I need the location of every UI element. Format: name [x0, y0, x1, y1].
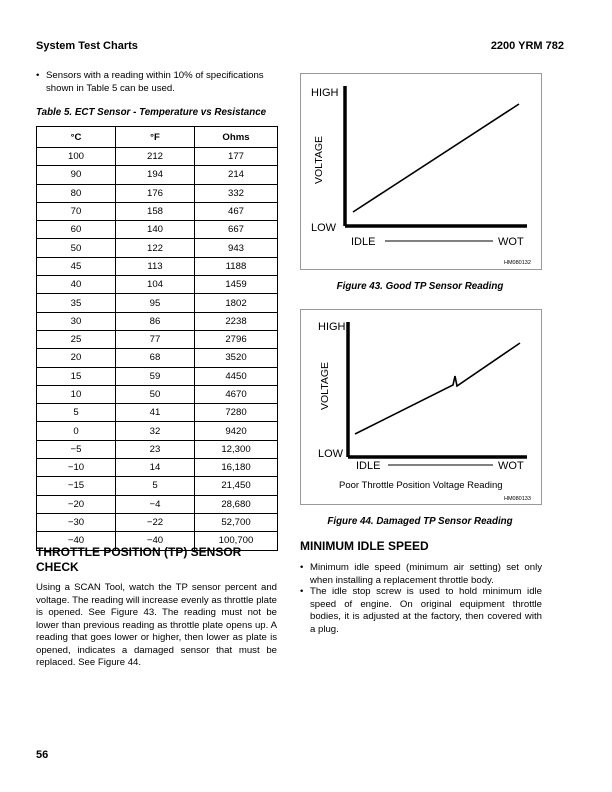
- low-label: LOW: [318, 448, 344, 460]
- wot-label: WOT: [498, 460, 524, 472]
- table-row: [37, 495, 278, 513]
- table-row: [37, 148, 278, 166]
- cell-fahrenheit: 95: [116, 294, 195, 312]
- cell-celsius: −30: [37, 513, 116, 531]
- bullet-dot: •: [300, 586, 304, 597]
- cell-celsius: 60: [37, 221, 116, 239]
- cell-fahrenheit: 158: [116, 202, 195, 220]
- voltage-label: VOLTAGE: [319, 361, 331, 410]
- cell-celsius: −20: [37, 495, 116, 513]
- high-label: HIGH: [318, 321, 346, 333]
- cell-celsius: −5: [37, 440, 116, 458]
- table-row: [37, 422, 278, 440]
- cell-fahrenheit: 14: [116, 459, 195, 477]
- low-label: LOW: [311, 222, 337, 234]
- cell-ohms: 4450: [195, 367, 278, 385]
- cell-fahrenheit: 176: [116, 184, 195, 202]
- bullet-dot: •: [300, 562, 304, 573]
- cell-ohms: 1459: [195, 276, 278, 294]
- cell-fahrenheit: 41: [116, 404, 195, 422]
- table-row: [37, 477, 278, 495]
- cell-celsius: 70: [37, 202, 116, 220]
- cell-fahrenheit: −40: [116, 532, 195, 550]
- cell-celsius: 80: [37, 184, 116, 202]
- cell-celsius: 0: [37, 422, 116, 440]
- table-header-row: [37, 127, 278, 148]
- cell-ohms: 1188: [195, 257, 278, 275]
- cell-ohms: 467: [195, 202, 278, 220]
- cell-celsius: 90: [37, 166, 116, 184]
- cell-ohms: 177: [195, 148, 278, 166]
- intro-bullet-text: Sensors with a reading within 10% of specifications shown in Table 5 can be used.: [46, 70, 264, 94]
- voltage-line-with-dropout: [355, 343, 520, 434]
- idle-label: IDLE: [356, 460, 381, 472]
- cell-fahrenheit: 59: [116, 367, 195, 385]
- cell-ohms: 28,680: [195, 495, 278, 513]
- cell-ohms: 21,450: [195, 477, 278, 495]
- cell-celsius: 15: [37, 367, 116, 385]
- cell-ohms: 332: [195, 184, 278, 202]
- figure-code: HM080133: [504, 496, 531, 502]
- table-row: [37, 294, 278, 312]
- cell-fahrenheit: 77: [116, 330, 195, 348]
- figure-inner-caption: Poor Throttle Position Voltage Reading: [339, 480, 503, 491]
- cell-celsius: −15: [37, 477, 116, 495]
- cell-fahrenheit: 113: [116, 257, 195, 275]
- figure-44-graph: [301, 310, 541, 504]
- cell-ohms: 667: [195, 221, 278, 239]
- table-row: [37, 459, 278, 477]
- wot-label: WOT: [498, 236, 524, 248]
- high-label: HIGH: [311, 87, 339, 99]
- ect-table-body: [37, 148, 278, 551]
- bullet-dot: •: [36, 70, 40, 81]
- col-header-fahrenheit: °F: [116, 127, 195, 148]
- figure-43-graph: [301, 74, 541, 269]
- cell-ohms: 214: [195, 166, 278, 184]
- cell-celsius: 20: [37, 349, 116, 367]
- cell-celsius: 50: [37, 239, 116, 257]
- idle-section-title: MINIMUM IDLE SPEED: [300, 539, 429, 553]
- cell-ohms: 9420: [195, 422, 278, 440]
- table-row: [37, 513, 278, 531]
- table-row: [37, 385, 278, 403]
- cell-ohms: 100,700: [195, 532, 278, 550]
- cell-ohms: 12,300: [195, 440, 278, 458]
- cell-fahrenheit: 23: [116, 440, 195, 458]
- cell-ohms: 2796: [195, 330, 278, 348]
- cell-ohms: 1802: [195, 294, 278, 312]
- cell-fahrenheit: 68: [116, 349, 195, 367]
- idle-bullet-2: [300, 586, 542, 636]
- table-row: [37, 257, 278, 275]
- cell-ohms: 943: [195, 239, 278, 257]
- table-row: [37, 276, 278, 294]
- cell-ohms: 16,180: [195, 459, 278, 477]
- table-row: [37, 330, 278, 348]
- table-caption: Table 5. ECT Sensor - Temperature vs Resistance: [36, 107, 267, 118]
- cell-celsius: −10: [37, 459, 116, 477]
- cell-fahrenheit: 194: [116, 166, 195, 184]
- table-row: [37, 404, 278, 422]
- ect-table: [36, 126, 278, 551]
- cell-celsius: 25: [37, 330, 116, 348]
- table-row: [37, 440, 278, 458]
- idle-bullet-1-text: Minimum idle speed (minimum air setting) set only when installing a replacement throttle body.: [310, 562, 542, 586]
- table-row: [37, 202, 278, 220]
- cell-celsius: 5: [37, 404, 116, 422]
- cell-fahrenheit: −22: [116, 513, 195, 531]
- table-row: [37, 184, 278, 202]
- tp-section-body: Using a SCAN Tool, watch the TP sensor percent and voltage. The reading will increase evenly as throttle plate is opened. See Figure 43. The reading must not be lower than previous reading as throttle plate opens up. A reading that goes lower or higher, then lower as plate is opened, indicates a damaged sensor that must be replaced. See Figure 44.: [36, 582, 277, 668]
- figure-code: HM080132: [504, 260, 531, 266]
- cell-fahrenheit: 86: [116, 312, 195, 330]
- idle-bullet-1: [300, 562, 542, 587]
- figure-44-caption: Figure 44. Damaged TP Sensor Reading: [327, 516, 513, 527]
- cell-celsius: 35: [37, 294, 116, 312]
- cell-ohms: 2238: [195, 312, 278, 330]
- cell-ohms: 3520: [195, 349, 278, 367]
- cell-fahrenheit: 5: [116, 477, 195, 495]
- cell-fahrenheit: 140: [116, 221, 195, 239]
- table-row: [37, 239, 278, 257]
- cell-fahrenheit: −4: [116, 495, 195, 513]
- table-row: [37, 221, 278, 239]
- col-header-ohms: Ohms: [195, 127, 278, 148]
- cell-ohms: 7280: [195, 404, 278, 422]
- voltage-label: VOLTAGE: [313, 135, 325, 184]
- cell-fahrenheit: 122: [116, 239, 195, 257]
- table-row: [37, 312, 278, 330]
- cell-fahrenheit: 104: [116, 276, 195, 294]
- cell-celsius: −40: [37, 532, 116, 550]
- cell-celsius: 45: [37, 257, 116, 275]
- cell-fahrenheit: 212: [116, 148, 195, 166]
- page-number: 56: [36, 749, 49, 761]
- cell-fahrenheit: 50: [116, 385, 195, 403]
- table-row: [37, 367, 278, 385]
- idle-bullet-2-text: The idle stop screw is used to hold minimum idle speed of engine. On original equipment throttle bodies, it is adjusted at the factory, then covered with a plug.: [310, 586, 542, 635]
- col-header-celsius: °C: [37, 127, 116, 148]
- cell-fahrenheit: 32: [116, 422, 195, 440]
- idle-label: IDLE: [351, 236, 376, 248]
- voltage-line: [353, 104, 519, 212]
- cell-celsius: 40: [37, 276, 116, 294]
- cell-ohms: 4670: [195, 385, 278, 403]
- cell-celsius: 100: [37, 148, 116, 166]
- tp-section-title: THROTTLE POSITION (TP) SENSOR CHECK: [36, 545, 242, 574]
- table-row: [37, 349, 278, 367]
- figure-43-caption: Figure 43. Good TP Sensor Reading: [336, 281, 504, 292]
- table-row: [37, 166, 278, 184]
- intro-bullet: [36, 70, 276, 95]
- figure-44: [300, 309, 542, 505]
- running-header-left: System Test Charts: [36, 40, 138, 52]
- cell-celsius: 10: [37, 385, 116, 403]
- running-header-right: 2200 YRM 782: [490, 40, 564, 52]
- cell-celsius: 30: [37, 312, 116, 330]
- figure-43: [300, 73, 542, 270]
- cell-ohms: 52,700: [195, 513, 278, 531]
